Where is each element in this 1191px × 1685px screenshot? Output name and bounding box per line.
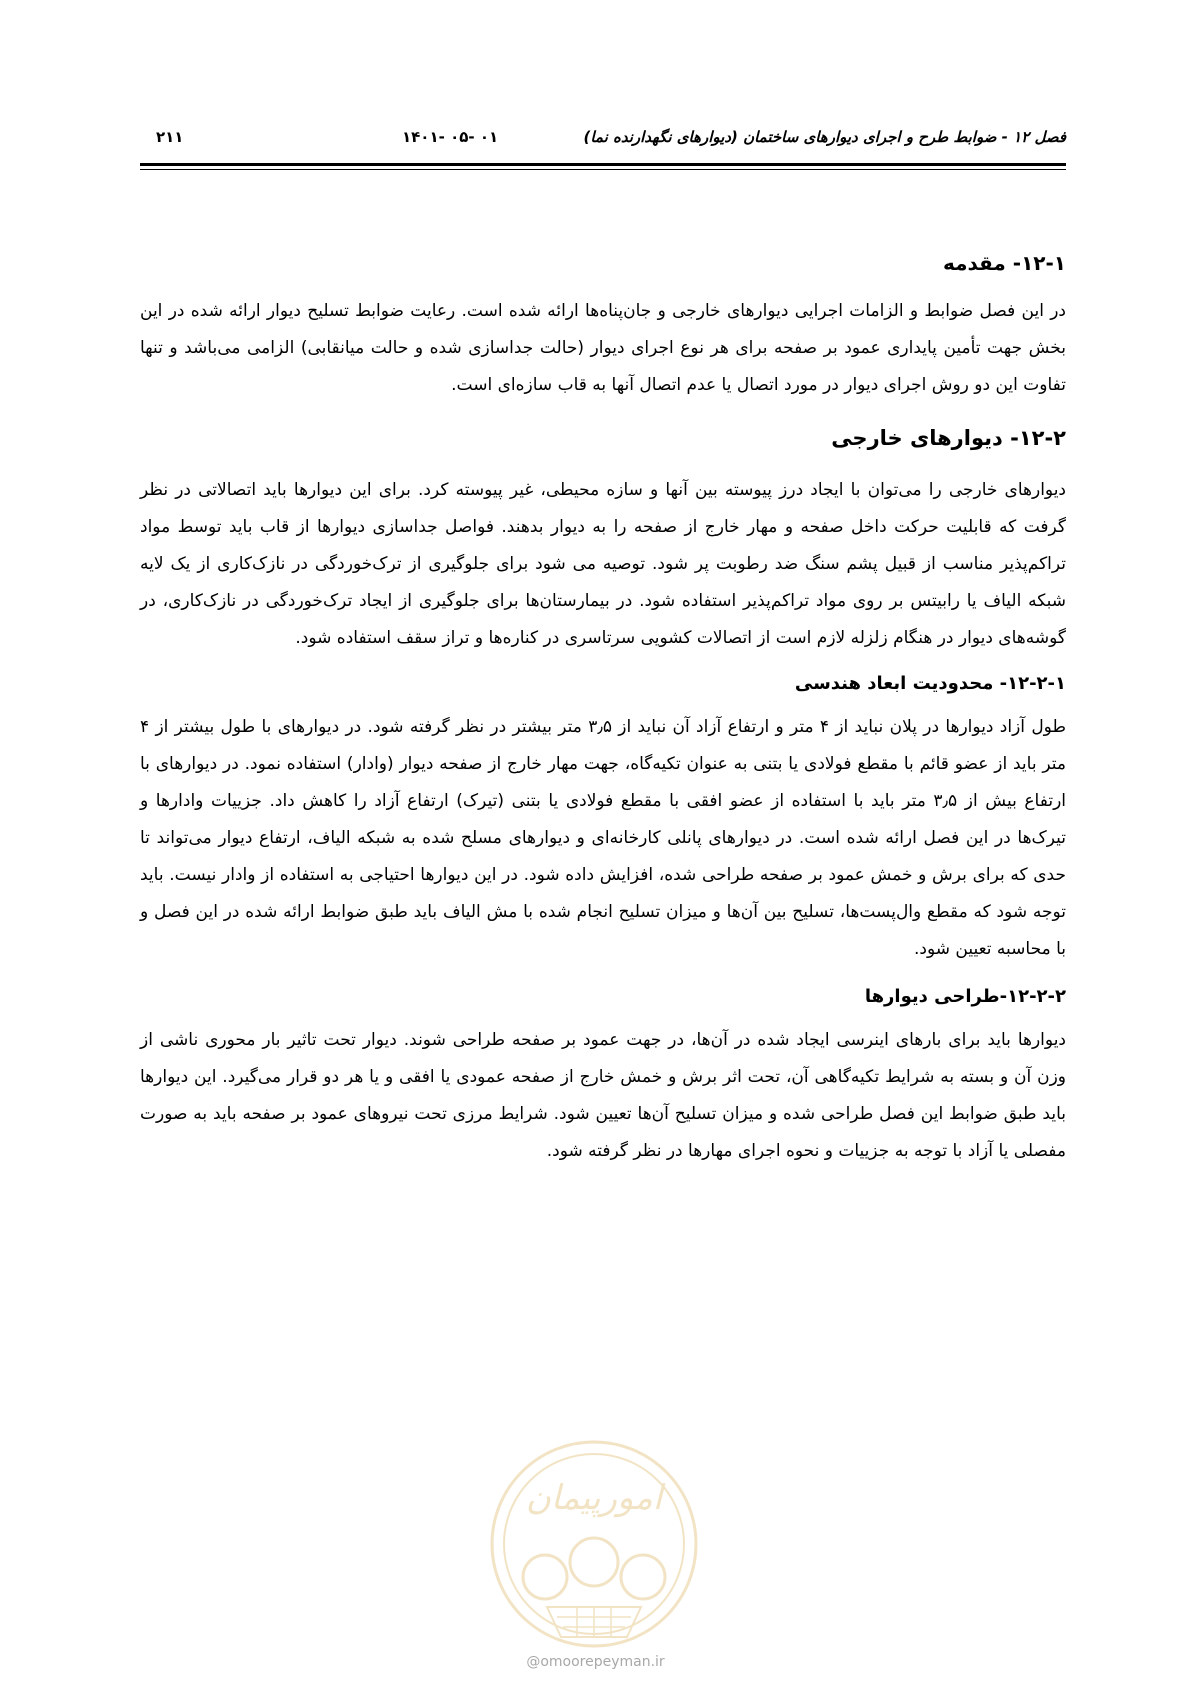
running-header <box>140 128 1066 152</box>
section-paragraph-exterior-walls: دیوارهای خارجی را می‌توان با ایجاد درز پیوسته بین آنها و سازه محیطی، غیر پیوسته کرد. برای این دیوارها باید اتصالاتی در نظر گرفت که قابلیت حرکت داخل صفحه و مهار خارج از صفحه را به دیوار بدهند. فواصل جداسازی دیوارها از قاب باید توسط مواد تراکم‌پذیر مناسب از قبیل پشم سنگ ضد رطوبت پر شود. توصیه می شود برای جلوگیری از ترک‌خوردگی در نازک‌کاری از یک لایه شبکه الیاف یا رابیتس بر روی مواد تراکم‌پذیر استفاده شود. در بیمارستان‌ها برای جلوگیری از ایجاد ترک‌خوردگی در نازک‌کاری، در گوشه‌های دیوار در هنگام زلزله لازم است از اتصالات کشویی سرتاسری در کناره‌ها و تراز سقف استفاده شود. <box>140 480 1066 648</box>
page-number: ۲۱۱ <box>156 128 184 146</box>
subsection-paragraph-wall-design: دیوارها باید برای بارهای اینرسی ایجاد شده در آن‌ها، در جهت عمود بر صفحه طراحی شوند. دیوار تحت تاثیر بار محوری ناشی از وزن آن و بسته به شرایط تکیه‌گاهی آن، تحت اثر برش و خمش خارج از صفحه عمودی یا افقی و یا هر دو قرار می‌گیرد. این دیوارها باید طبق ضوابط این فصل طراحی شده و میزان تسلیح آن‌ها تعیین شود. شرایط مرزی تحت نیروهای عمود بر صفحه باید به صورت مفصلی یا آزاد با توجه به جزییات و نحوه اجرای مهارها در نظر گرفته شود. <box>140 1030 1066 1161</box>
subsection-heading-geometric-limits: ۱۲-۲-۱- محدودیت ابعاد هندسی <box>794 673 1066 694</box>
subsection-heading-wall-design: ۱۲-۲-۲-طراحی دیوارها <box>864 986 1066 1007</box>
section-paragraph-introduction: در این فصل ضوابط و الزامات اجرایی دیوارهای خارجی و جان‌پناه‌ها ارائه شده است. رعایت ضوابط تسلیح دیوار ارائه شده در این بخش جهت تأمین پایداری عمود بر صفحه برای هر نوع اجرای دیوار (حالت جداسازی شده و حالت میانقابی) الزامی می‌باشد و تنها تفاوت این دو روش اجرای دیوار در مورد اتصال یا عدم اتصال آنها به قاب سازه‌ای است. <box>140 301 1066 395</box>
subsection-paragraph-geometric-limits: طول آزاد دیوارها در پلان نباید از ۴ متر و ارتفاع آزاد آن نباید از ۳٫۵ متر بیشتر در نظر گرفته شود. در دیوارهای با طول بیشتر از ۴ متر باید از عضو قائم با مقطع فولادی یا بتنی به عنوان تکیه‌گاه، جهت مهار خارج از صفحه دیوار (وادار) استفاده نمود. در دیوارهای با ارتفاع بیش از ۳٫۵ متر باید با استفاده از عضو افقی با مقطع فولادی یا بتنی (تیرک) ارتفاع آزاد را کاهش داد. جزییات وادارها و تیرک‌ها در این فصل ارائه شده است. در دیوارهای پانلی کارخانه‌ای و دیوارهای مسلح شده به شبکه الیاف، ارتفاع دیوار می‌تواند تا حدی که برای برش و خمش عمود بر صفحه طراحی شده، افزایش داده شود. در این دیوارها احتیاجی به استفاده از وادار نیست. باید توجه شود که مقطع وال‌پست‌ها، تسلیح بین آن‌ها و میزان تسلیح انجام شده با مش الیاف باید طبق ضوابط ارائه شده در این فصل و با محاسبه تعیین شود. <box>140 717 1066 959</box>
body-content <box>140 248 1066 1170</box>
header-rule-thick <box>140 163 1066 166</box>
watermark-logo-text: امورپیمان <box>525 1478 663 1518</box>
watermark-site-url: @omoorepeyman.ir <box>526 1654 665 1670</box>
section-heading-exterior-walls: ۱۲-۲- دیوارهای خارجی <box>831 426 1066 450</box>
header-rule-thin <box>140 169 1066 170</box>
watermark-logo <box>487 1437 701 1651</box>
document-code: ۰۱ -۰۵ -۱۴۰۱ <box>402 128 499 146</box>
section-heading-introduction: ۱۲-۱- مقدمه <box>942 251 1066 275</box>
chapter-title: فصل ۱۲ - ضوابط طرح و اجرای دیوارهای ساختمان (دیوارهای نگهدارنده نما) <box>583 128 1066 146</box>
